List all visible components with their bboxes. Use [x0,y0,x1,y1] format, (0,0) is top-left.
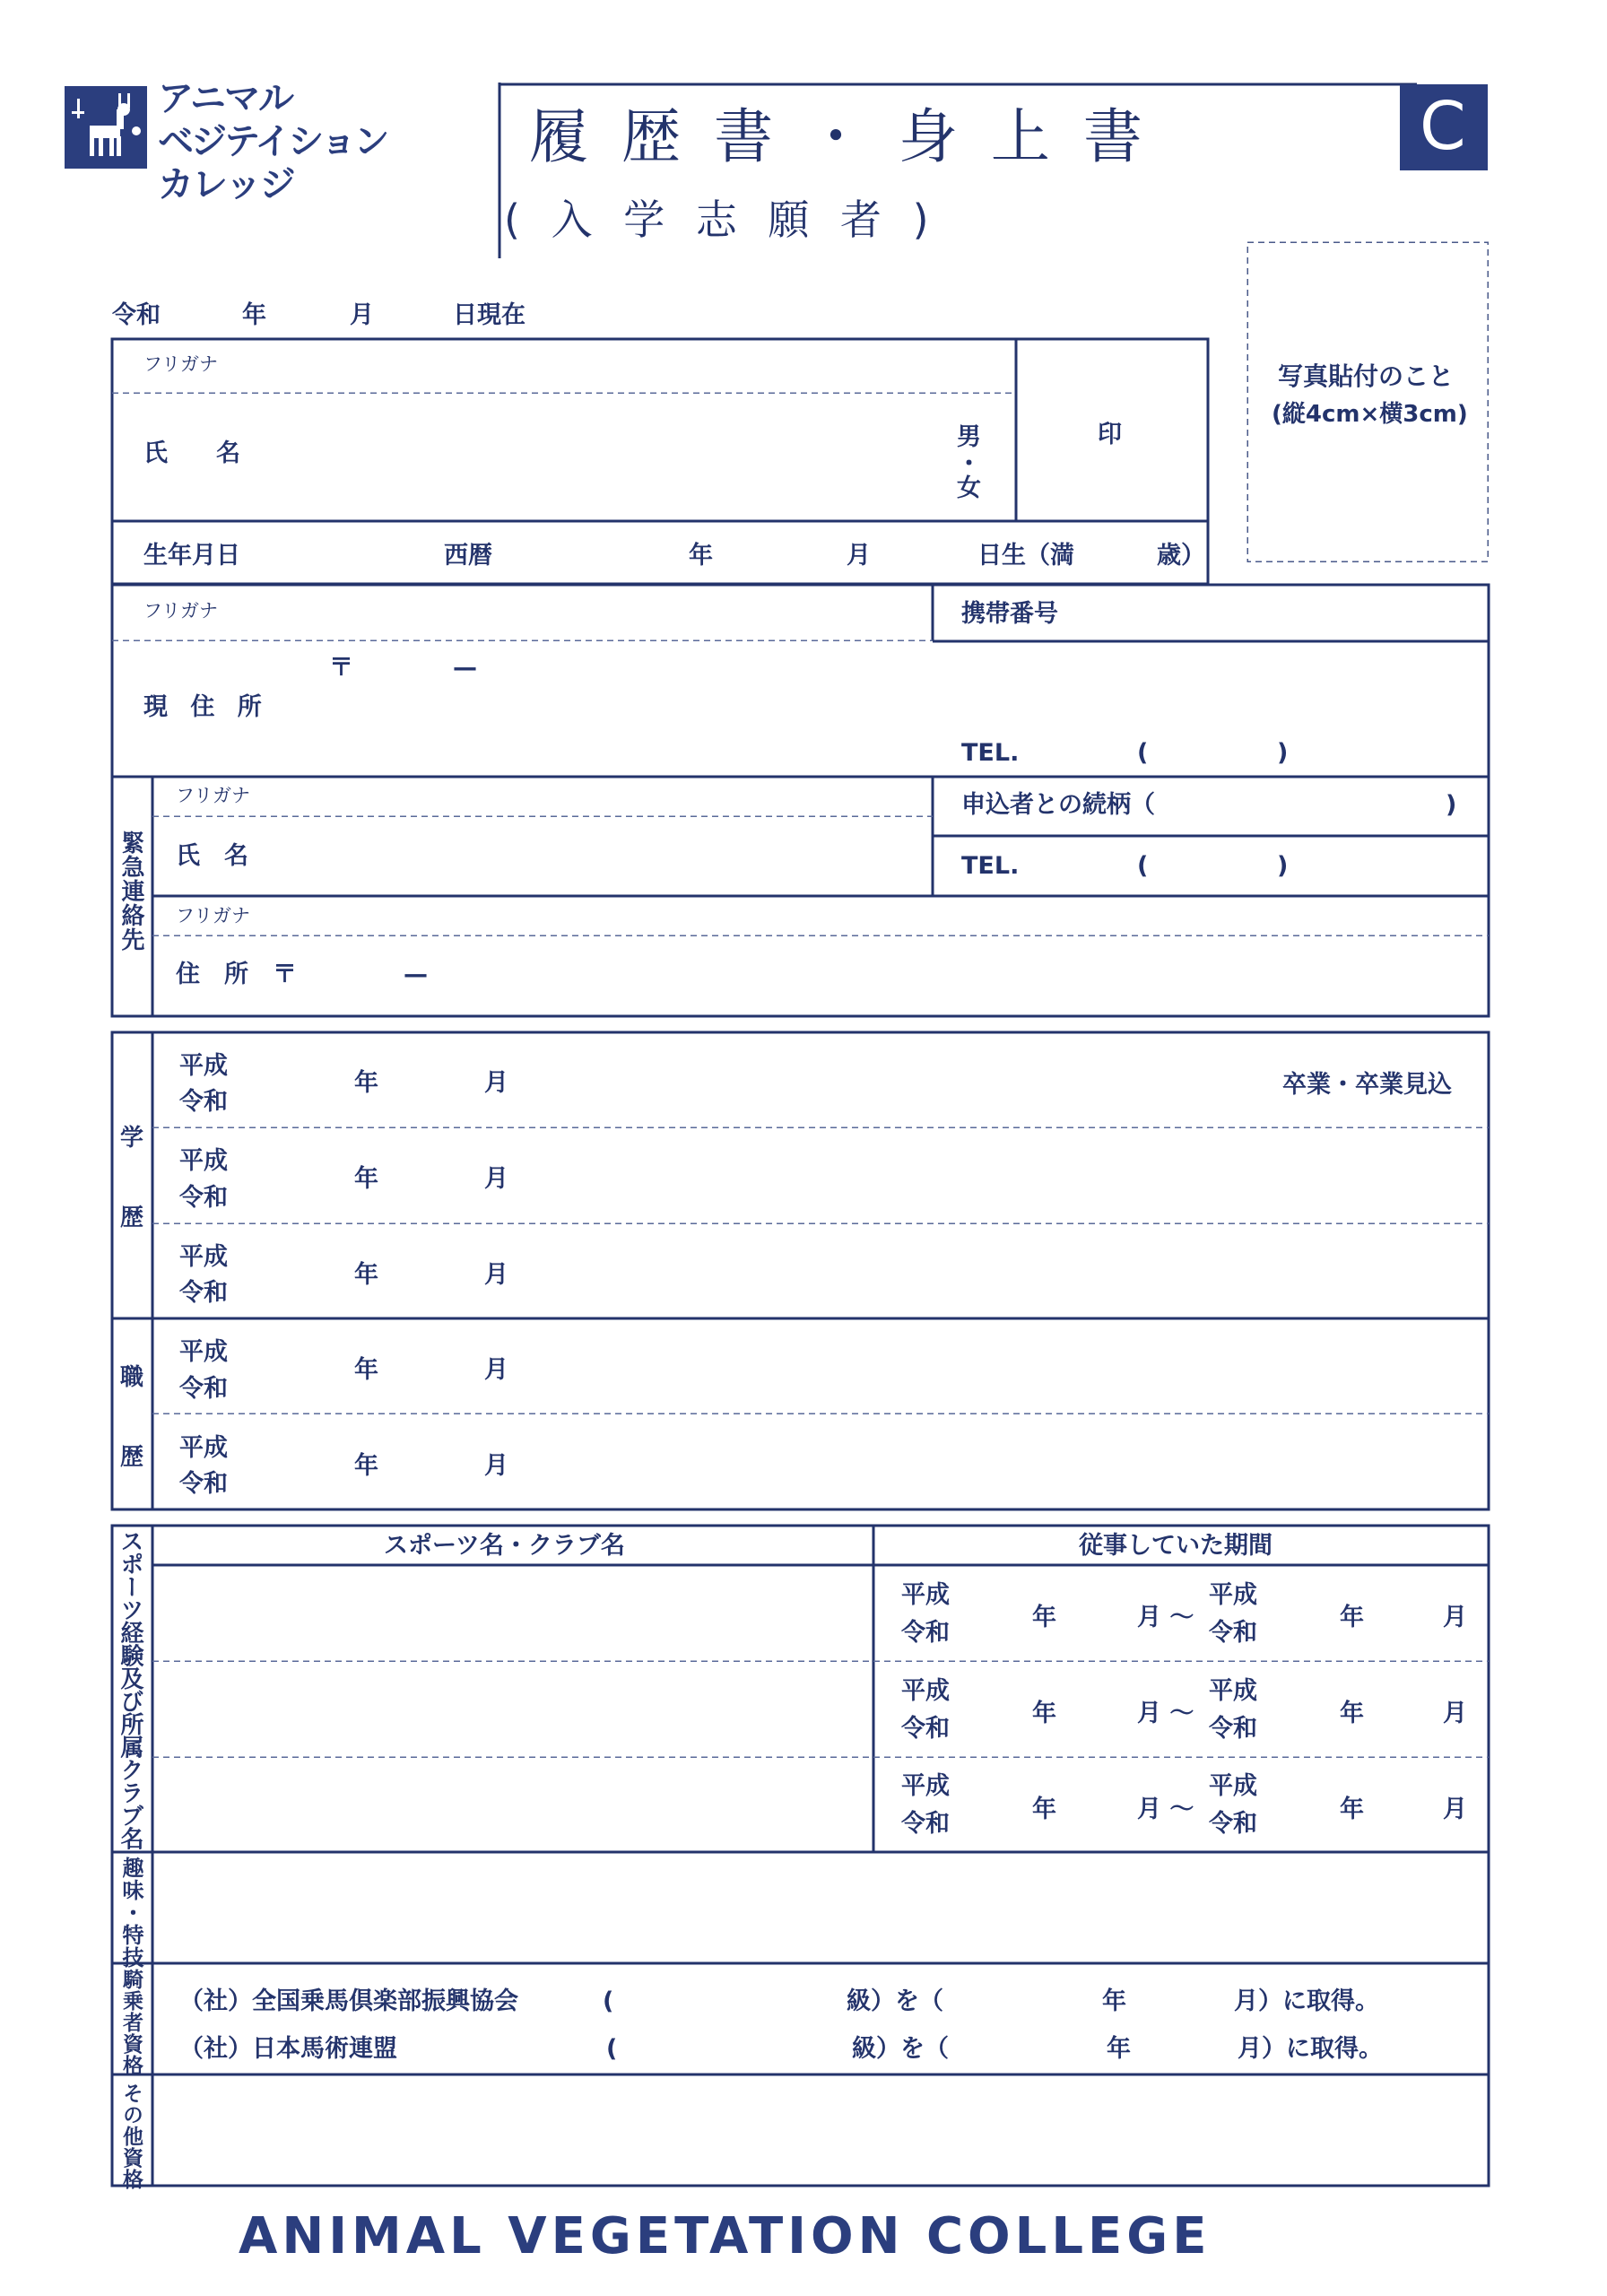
address-label: 現 住 所 [143,693,269,721]
deer-emblem-icon [65,86,147,169]
logo-line-1: アニマル [158,78,292,119]
gender-dot: ・ [957,450,981,478]
work-entry-input[interactable] [538,1326,1471,1408]
hobby-input[interactable] [161,1858,1480,1957]
seal-label: 印 [1098,421,1122,448]
name-furigana-input[interactable] [260,344,1004,389]
birth-age: 歳） [1157,542,1205,570]
date-era: 令和 [112,301,161,329]
logo-line-3: カレッジ [158,164,294,205]
name-furigana-label: フリガナ [143,353,218,375]
photo-size: (縦4cm×横3cm) [1272,401,1468,428]
address-input[interactable] [296,682,1462,726]
sports-name-input[interactable] [161,1666,861,1751]
emergency-tel-close: ) [1277,852,1289,880]
college-logo [65,78,459,215]
gender-female[interactable]: 女 [957,474,981,502]
education-side-2: 歴 [120,1205,144,1231]
emergency-relation-close: ) [1446,791,1457,819]
mobile-label: 携帯番号 [961,600,1058,628]
sports-col-name: スポーツ名・クラブ名 [384,1532,625,1560]
emergency-postal-dash: — [404,961,428,988]
sports-name-input[interactable] [161,1571,861,1656]
birth-label: 生年月日 [143,542,240,570]
address-tel-open: ( [1137,739,1149,767]
sports-side-label: スポーツ経験及び所属クラブ名 [117,1529,143,1849]
riding-side-label: 騎乗者資格 [119,1969,143,2076]
other-side-label: その他資格 [119,2083,143,2190]
mobile-input[interactable] [1076,590,1480,637]
education-entry-input[interactable] [538,1231,1471,1311]
emergency-relation-input[interactable] [1166,782,1435,831]
birth-month: 月 [847,542,871,570]
form-type-badge: C [1400,84,1488,170]
date-year: 年 [242,301,266,329]
work-side-2: 歴 [120,1444,144,1471]
address-tel-close: ) [1277,739,1289,767]
work-entry-input[interactable] [538,1421,1471,1503]
emergency-furigana-label: フリガナ [176,785,250,806]
name-label: 氏 名 [143,439,240,467]
sports-col-period: 従事していた期間 [1079,1532,1273,1560]
education-status: 卒業・卒業見込 [1282,1071,1452,1099]
gender-male[interactable]: 男 [957,423,981,451]
emergency-address-input[interactable] [448,942,1471,1010]
emergency-name-input[interactable] [269,823,915,888]
education-side-1: 学 [120,1125,144,1152]
address-tel-label: TEL. [961,739,1020,767]
date-month: 月 [350,301,374,329]
address-postal-mark: 〒 [329,654,353,682]
other-qualifications-input[interactable] [161,2081,1480,2179]
page-title: 履 歴 書 ・ 身 上 書 [529,102,1150,171]
work-side-1: 職 [120,1364,144,1391]
education-entry-input[interactable] [538,1040,1255,1121]
date-suffix: 日現在 [453,301,526,329]
footer-college-name: ANIMAL VEGETATION COLLEGE [239,2207,1212,2266]
name-input[interactable] [296,402,924,509]
emergency-side-label: 緊急連絡先 [117,831,144,952]
emergency-name-label: 氏 名 [176,842,248,870]
sports-name-input[interactable] [161,1762,861,1847]
emergency-furigana2-label: フリガナ [176,905,250,926]
emergency-address-label: 住 所 〒 [176,961,297,988]
hobby-side-label: 趣味・特技 [118,1857,143,1969]
address-furigana-label: フリガナ [143,600,218,622]
page-subtitle: ( 入 学 志 願 者 ) [504,196,938,244]
photo-instruction: 写真貼付のこと [1278,361,1455,391]
emergency-tel-open: ( [1137,852,1149,880]
seal-area[interactable] [1022,344,1202,515]
logo-line-2: ベジテイション [158,121,387,162]
birth-era: 西暦 [444,542,492,570]
birth-suffix: 日生（満 [977,542,1074,570]
emergency-tel-label: TEL. [961,852,1020,880]
address-postal-dash: — [453,654,477,682]
birth-year: 年 [689,542,713,570]
education-entry-input[interactable] [538,1135,1471,1215]
emergency-relation-label: 申込者との続柄（ [961,791,1155,819]
